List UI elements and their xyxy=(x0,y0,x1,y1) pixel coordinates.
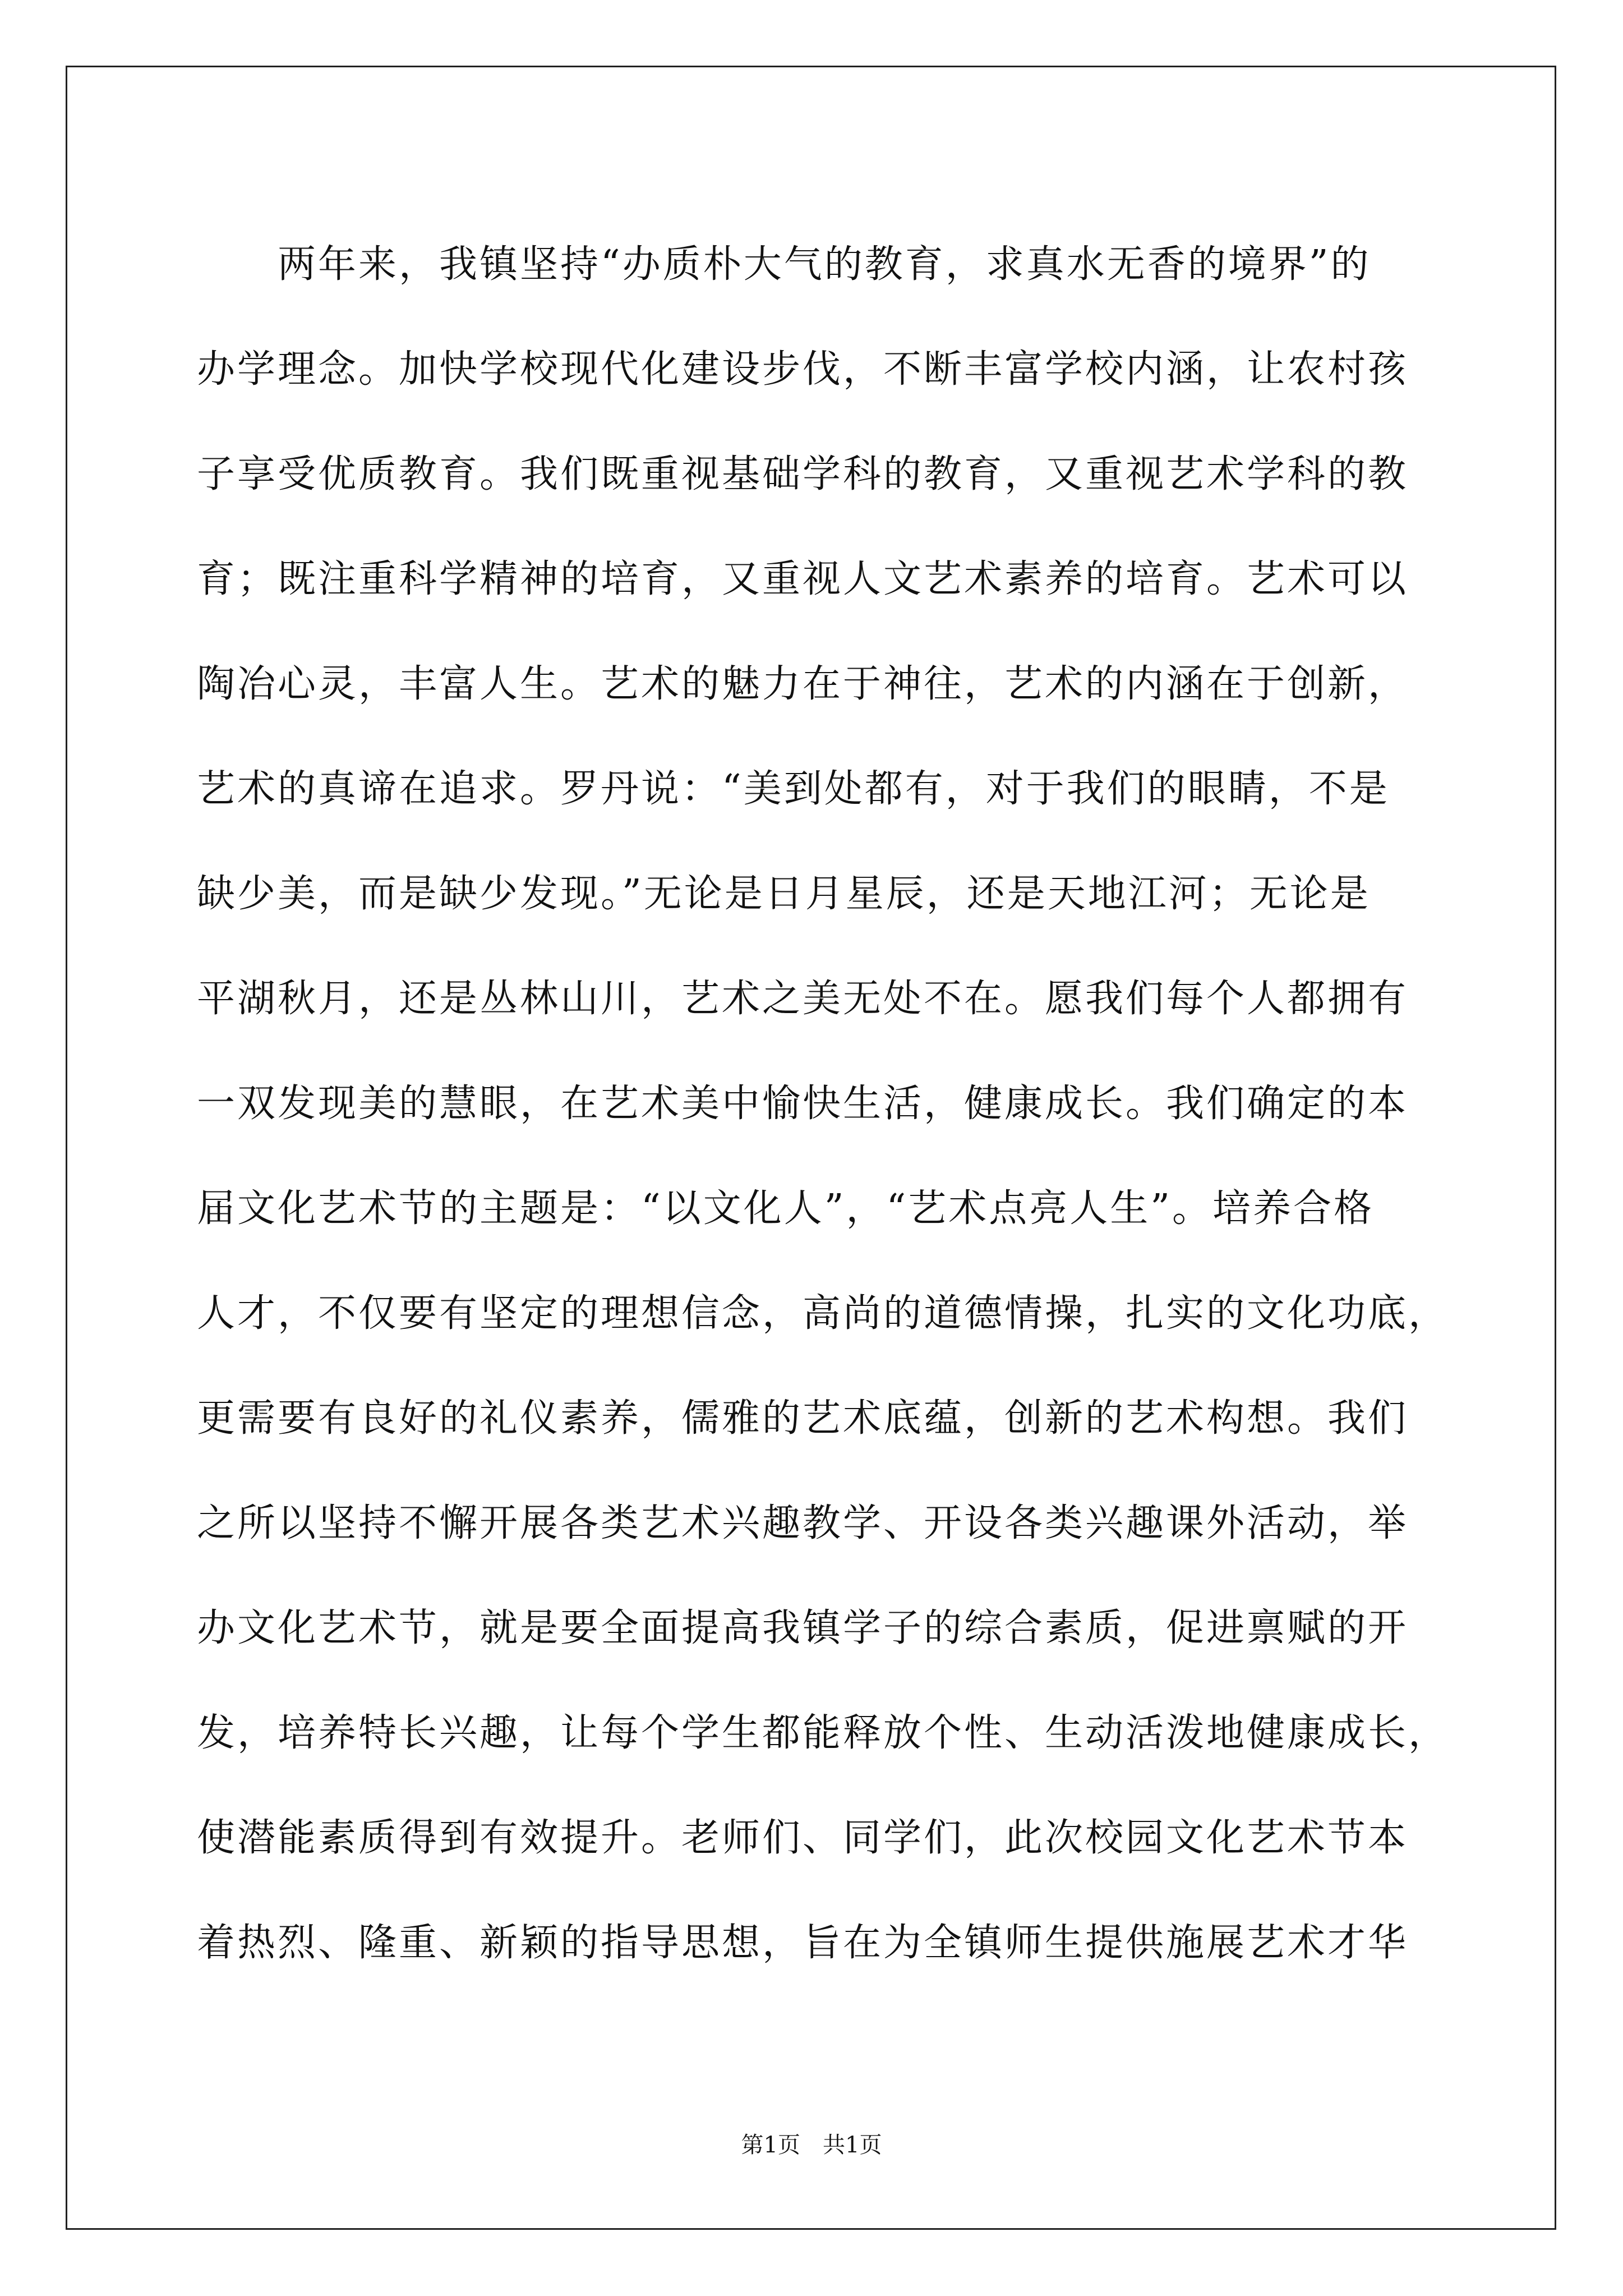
text-line: 人才，不仅要有坚定的理想信念，高尚的道德情操，扎实的文化功底， xyxy=(197,1291,1449,1336)
page-number-label: 第1页 共1页 xyxy=(741,2132,882,2158)
text-line: 陶冶心灵，丰富人生。艺术的魅力在于神往，艺术的内涵在于创新， xyxy=(197,662,1409,706)
text-line: 子享受优质教育。我们既重视基础学科的教育，又重视艺术学科的教 xyxy=(197,452,1409,496)
text-line: 更需要有良好的礼仪素养，儒雅的艺术底蕴，创新的艺术构想。我们 xyxy=(197,1396,1409,1441)
document-body xyxy=(197,212,1464,1995)
text-line: 届文化艺术节的主题是：“以文化人”，“艺术点亮人生”。培养合格 xyxy=(197,1186,1375,1231)
text-line: 发，培养特长兴趣，让每个学生都能释放个性、生动活泼地健康成长， xyxy=(197,1711,1449,1755)
text-line: 办学理念。加快学校现代化建设步伐，不断丰富学校内涵，让农村孩 xyxy=(197,347,1409,392)
text-line: 一双发现美的慧眼，在艺术美中愉快生活，健康成长。我们确定的本 xyxy=(197,1082,1409,1126)
page-footer xyxy=(0,2128,1623,2162)
text-line: 育；既注重科学精神的培育，又重视人文艺术素养的培育。艺术可以 xyxy=(197,557,1409,601)
text-line: 之所以坚持不懈开展各类艺术兴趣教学、开设各类兴趣课外活动，举 xyxy=(197,1501,1409,1545)
text-line: 办文化艺术节，就是要全面提高我镇学子的综合素质，促进禀赋的开 xyxy=(197,1606,1409,1650)
text-line: 两年来，我镇坚持“办质朴大气的教育，求真水无香的境界”的 xyxy=(197,242,1371,287)
text-line: 使潜能素质得到有效提升。老师们、同学们，此次校园文化艺术节本 xyxy=(197,1816,1409,1860)
text-line: 缺少美，而是缺少发现。”无论是日月星辰，还是天地江河；无论是 xyxy=(197,872,1371,916)
text-line: 艺术的真谛在追求。罗丹说：“美到处都有，对于我们的眼睛，不是 xyxy=(197,767,1390,811)
text-line: 着热烈、隆重、新颖的指导思想，旨在为全镇师生提供施展艺术才华 xyxy=(197,1921,1409,1965)
text-line: 平湖秋月，还是丛林山川，艺术之美无处不在。愿我们每个人都拥有 xyxy=(197,977,1409,1021)
